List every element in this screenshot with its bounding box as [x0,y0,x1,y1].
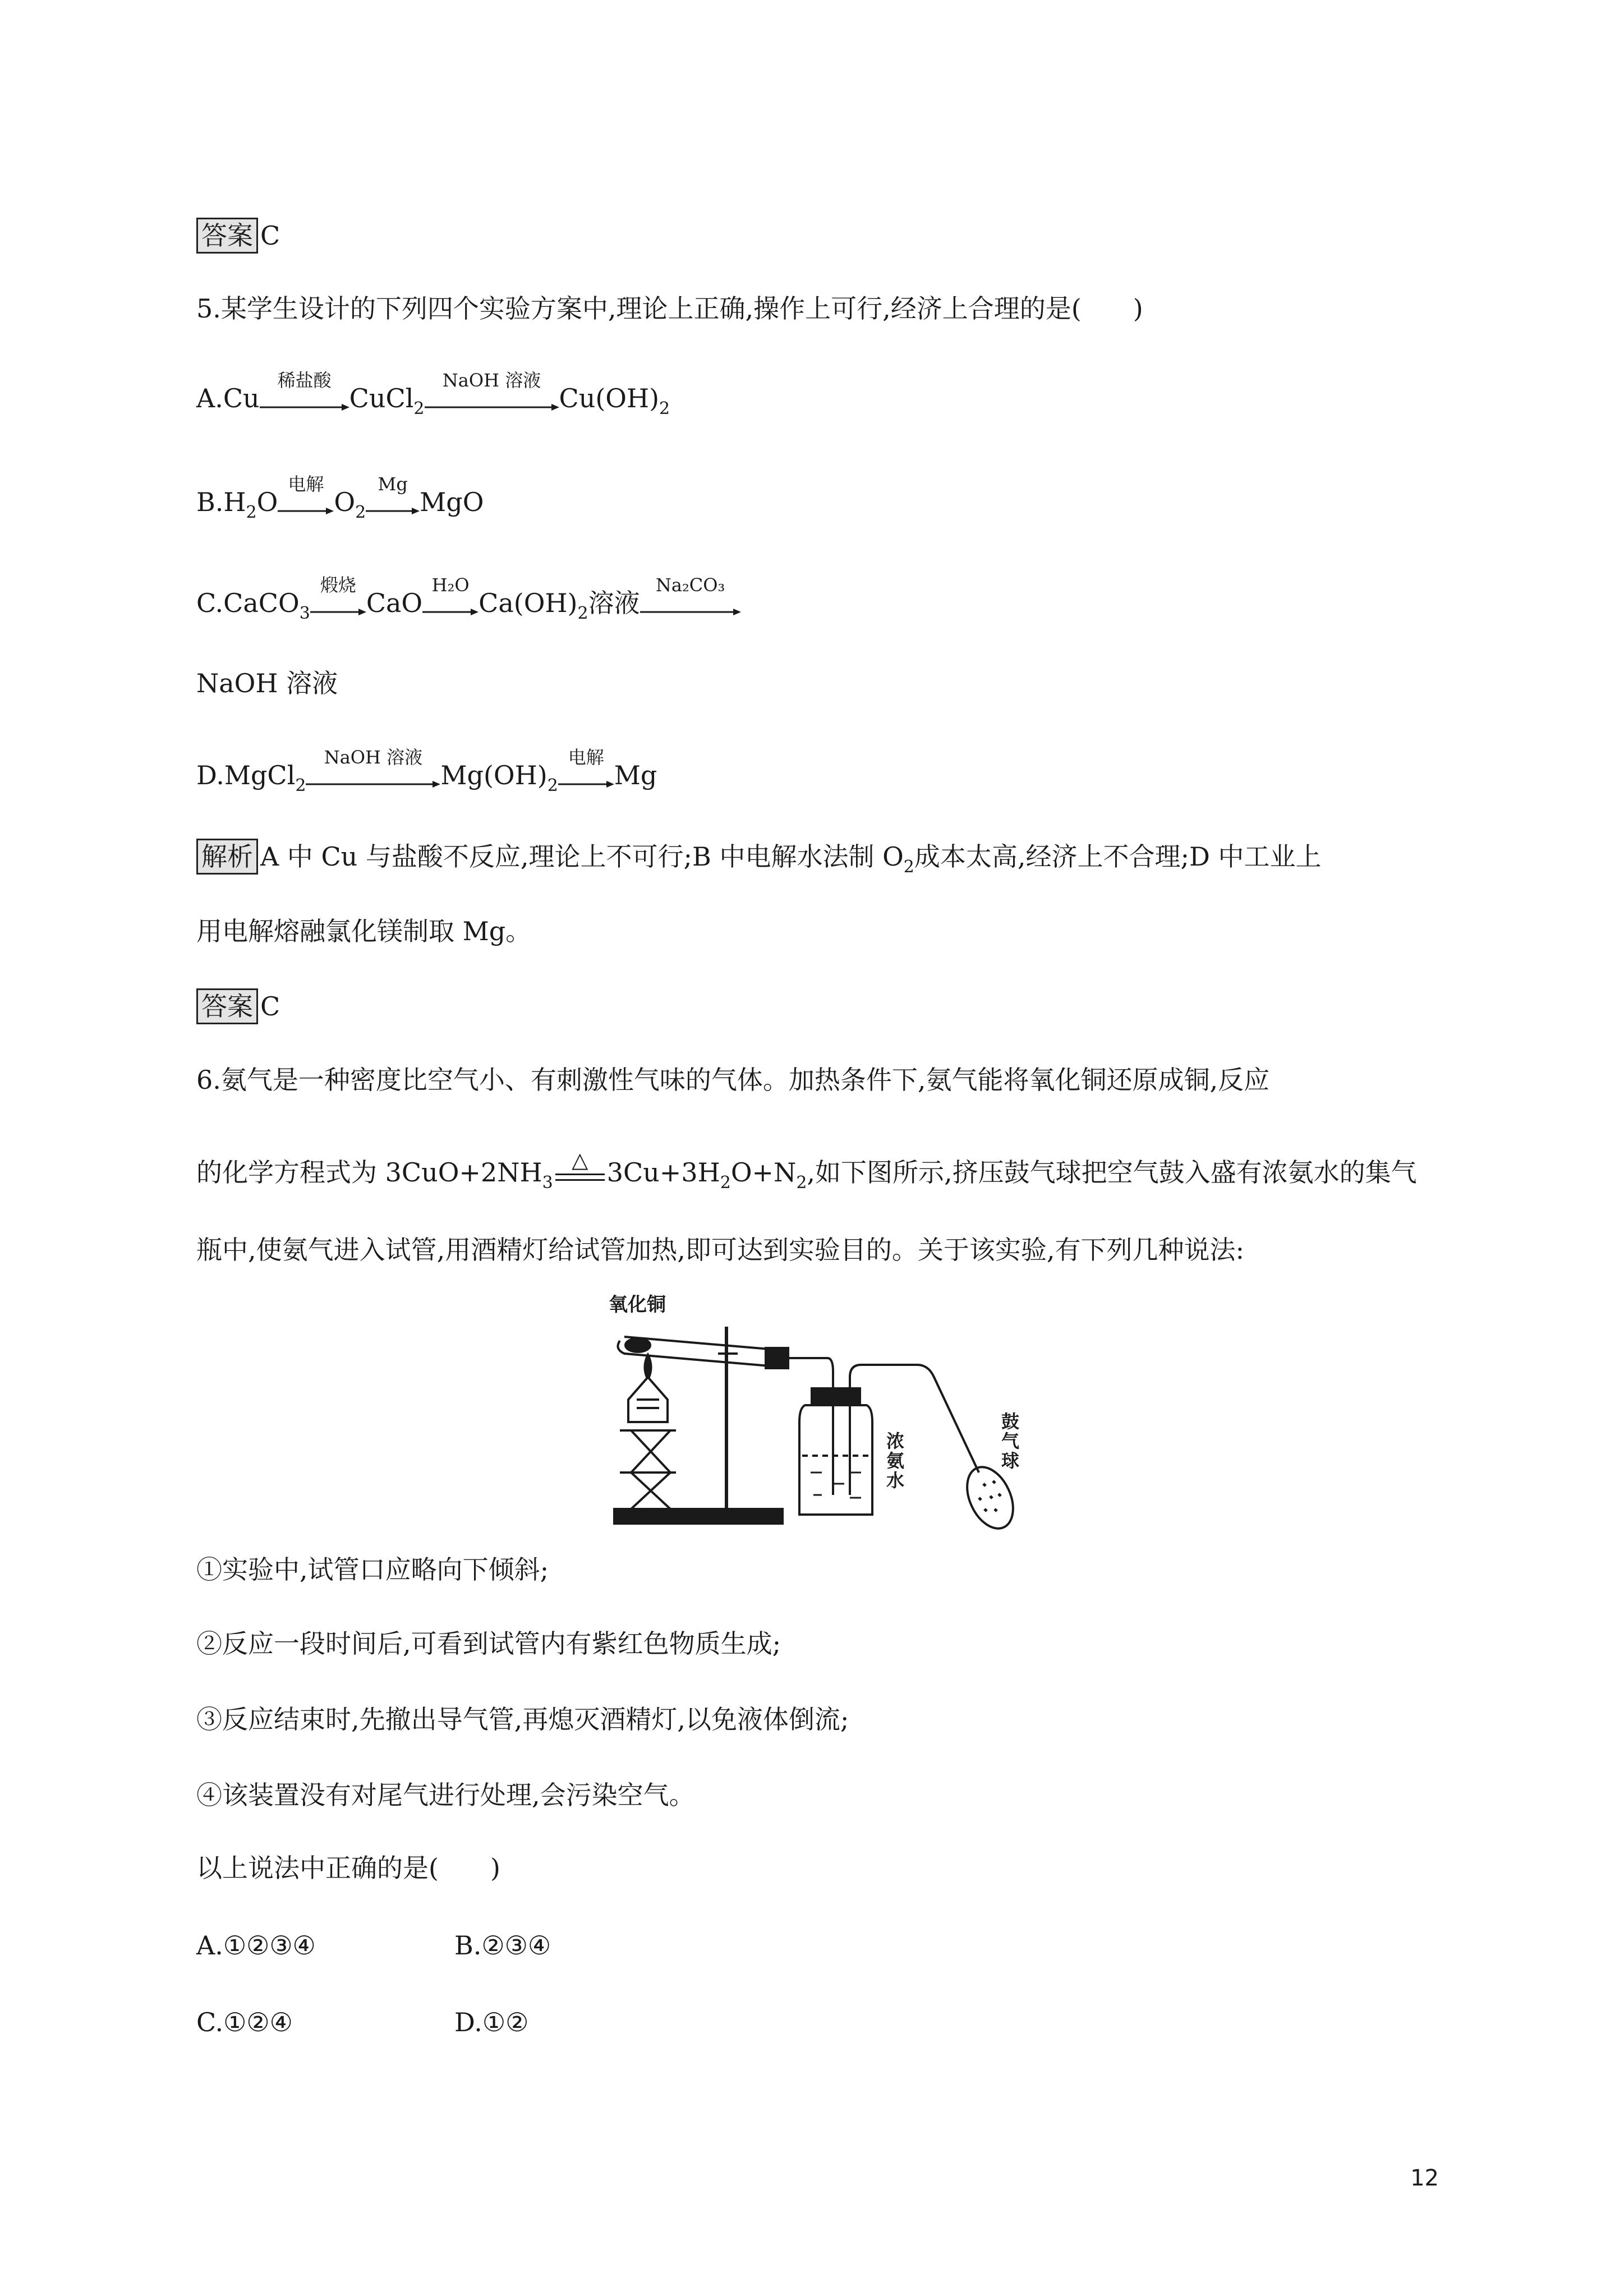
arrow-label: NaOH 溶液 [442,370,541,391]
arrow-label: H₂O [431,574,470,596]
reaction-arrow [640,574,741,622]
q5-analysis-line2: 用电解熔融氯化镁制取 Mg。 [196,916,532,946]
label-bulb-3: 球 [1001,1450,1020,1471]
q6-stem-line2 [196,1148,1417,1200]
formula-text: Mg(OH) [440,760,548,790]
formula-text: CaO [366,588,423,618]
formula-text: D.MgCl [196,760,296,790]
formula-text: A.Cu [196,383,260,413]
q6-stem-line3: 瓶中,使氨气进入试管,用酒精灯给试管加热,即可达到实验目的。关于该实验,有下列几种说法: [196,1235,1244,1265]
formula-text: B.H [196,487,246,517]
q5-answer [196,988,280,1024]
arrow-label: 稀盐酸 [277,370,332,391]
arrow-label: 电解 [288,473,324,495]
stem-text: 3Cu+3H [606,1157,720,1188]
formula-text: CuCl [349,383,414,413]
subscript: 2 [659,399,670,418]
formula-text: 溶液 [588,588,640,618]
subscript: 2 [903,857,914,877]
q6-stem-line1: 6.氨气是一种密度比空气小、有刺激性气味的气体。加热条件下,氨气能将氧化铜还原成铜,反应 [196,1065,1270,1095]
q5-stem: 5.某学生设计的下列四个实验方案中,理论上正确,操作上可行,经济上合理的是( ) [196,293,1143,324]
q6-option-c: C.①②④ [196,2007,293,2037]
reaction-arrow [366,473,420,521]
reaction-arrow [310,574,366,622]
q6-option-a: A.①②③④ [196,1930,316,1961]
formula-text: Ca(OH) [479,588,578,618]
subscript: 3 [542,1173,553,1193]
statement-1: ①实验中,试管口应略向下倾斜; [196,1554,549,1585]
analysis-text: 成本太高,经济上不合理;D 中工业上 [914,841,1322,872]
q6-ask: 以上说法中正确的是( ) [196,1853,500,1883]
subscript: 2 [547,776,558,795]
subscript: 2 [355,503,366,522]
answer-value: C [260,220,280,251]
lamp-stand [620,1430,676,1509]
stem-text: ,如下图所示,挤压鼓气球把空气鼓入盛有浓氨水的集气 [807,1157,1417,1188]
subscript: 2 [796,1173,807,1193]
analysis-text: A 中 Cu 与盐酸不反应,理论上不可行;B 中电解水法制 O [260,841,904,872]
subscript: 2 [413,399,425,418]
label-bulb-2: 气 [1001,1430,1020,1452]
formula-text: Mg [614,760,657,790]
stem-text: 的化学方程式为 3CuO+2NH [196,1157,542,1188]
analysis-tag: 解析 [196,839,258,875]
copper-oxide [625,1338,650,1352]
heat-equals-sign [553,1148,607,1191]
reaction-arrow [422,574,479,622]
q5-option-d [196,747,657,803]
prev-answer [196,218,280,254]
arrow-label: Na₂CO₃ [655,574,725,596]
q5-option-a [196,370,670,426]
arrow-label: Mg [378,473,408,495]
subscript: 3 [299,604,310,623]
gas-bottle [799,1405,872,1515]
page-number: 12 [1410,2165,1439,2191]
formula-text: C.CaCO [196,588,300,618]
reaction-arrow [278,473,334,521]
q5-option-c-product: NaOH 溶液 [196,668,338,698]
delta-symbol: △ [572,1148,588,1172]
subscript: 2 [246,503,257,522]
formula-text: MgO [420,487,484,517]
label-ammonia-2: 氨 [886,1450,905,1471]
stem-text: O+N [730,1157,797,1188]
formula-text: Cu(OH) [559,383,660,413]
label-bulb-1: 鼓 [1001,1411,1020,1432]
arrow-label: 电解 [568,747,604,768]
q5-option-b [196,473,484,530]
delivery-tube [788,1358,833,1495]
reaction-arrow [306,747,440,794]
statement-3: ③反应结束时,先撤出导气管,再熄灭酒精灯,以免液体倒流; [196,1704,849,1734]
reaction-arrow [425,370,559,417]
arrow-label: 煅烧 [320,574,356,596]
label-copper-oxide: 氧化铜 [609,1294,666,1316]
label-ammonia-1: 浓 [886,1430,905,1452]
subscript: 2 [720,1173,731,1193]
arrow-label: NaOH 溶液 [324,747,423,768]
reaction-arrow [260,370,349,417]
formula-text: O [334,487,356,517]
answer-value: C [260,991,280,1022]
stand-base [614,1509,783,1524]
statement-2: ②反应一段时间后,可看到试管内有紫红色物质生成; [196,1628,781,1659]
apparatus-diagram [597,1287,1029,1534]
answer-tag: 答案 [196,218,258,254]
label-ammonia-3: 水 [886,1470,905,1491]
bottle-stopper [812,1388,860,1405]
q5-option-c [196,574,741,631]
subscript: 2 [295,776,306,795]
formula-text: O [256,487,278,517]
q6-option-b: B.②③④ [454,1930,551,1961]
statement-4: ④该装置没有对尾气进行处理,会污染空气。 [196,1780,695,1810]
q6-option-d: D.①② [454,2007,529,2037]
reaction-arrow [558,747,614,794]
flame [645,1355,651,1377]
stopper [766,1348,788,1368]
q5-analysis-line1 [196,839,1322,884]
answer-tag: 答案 [196,988,258,1024]
subscript: 2 [577,604,588,623]
inlet-tube [850,1365,979,1495]
